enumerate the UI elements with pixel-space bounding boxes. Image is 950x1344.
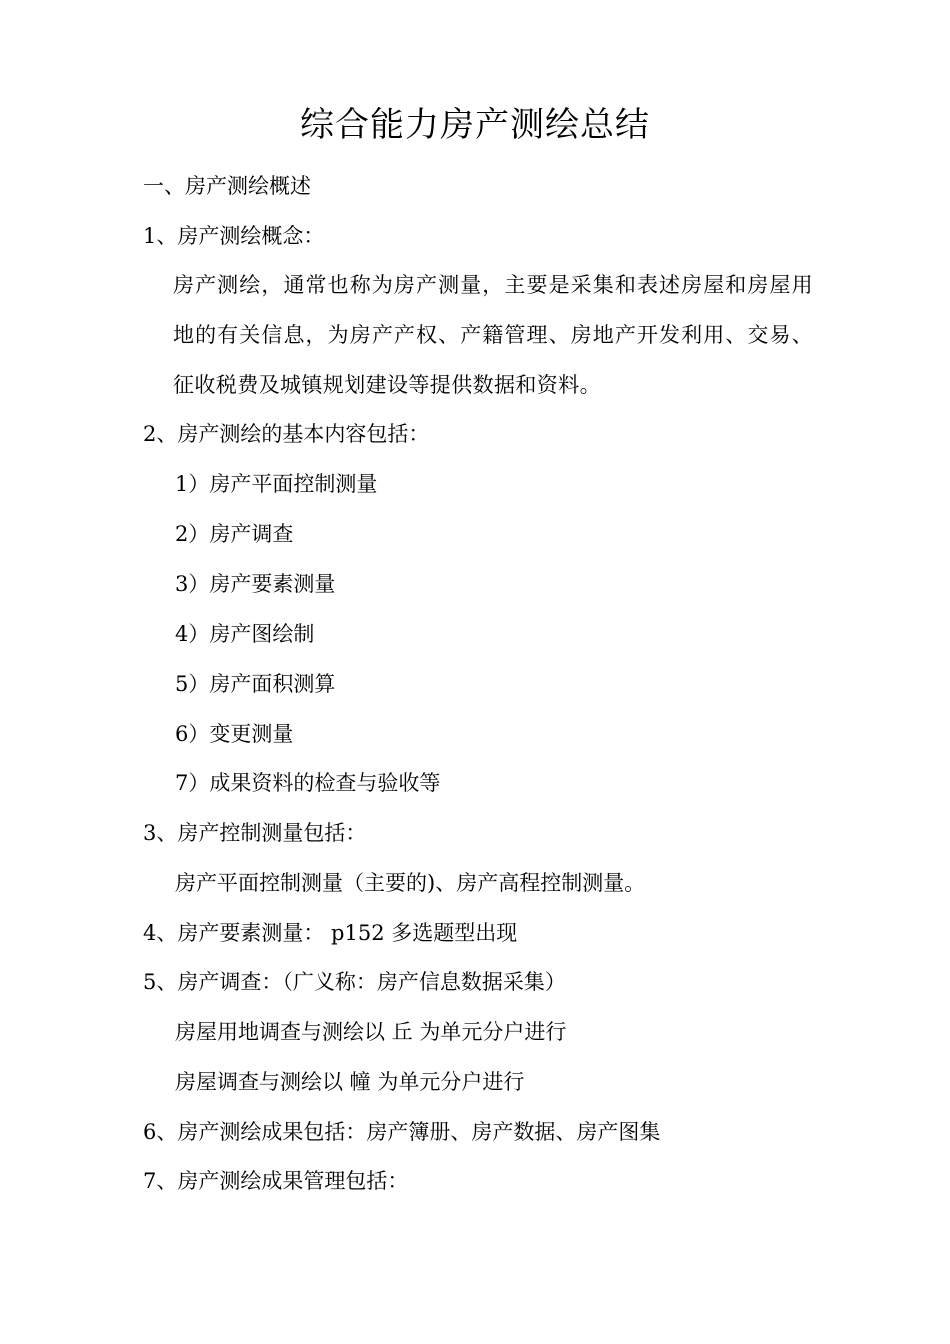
- item-5-content-1: 房屋用地调查与测绘以 丘 为单元分户进行: [175, 1020, 567, 1044]
- list-item: 3）房产要素测量: [175, 572, 336, 596]
- list-item: 2）房产调查: [175, 522, 294, 546]
- list-item: 6）变更测量: [175, 722, 294, 746]
- item-4-heading: 4、房产要素测量： p152 多选题型出现: [143, 921, 518, 945]
- item-5-content-2: 房屋调查与测绘以 幢 为单元分户进行: [175, 1070, 525, 1094]
- list-item: 7）成果资料的检查与验收等: [175, 771, 441, 795]
- item-3-content: 房产平面控制测量（主要的)、房产高程控制测量。: [175, 871, 646, 895]
- list-item: 4）房产图绘制: [175, 622, 315, 646]
- list-item: 5）房产面积测算: [175, 672, 336, 696]
- item-2-heading: 2、房产测绘的基本内容包括：: [143, 422, 430, 446]
- list-item: 1）房产平面控制测量: [175, 472, 378, 496]
- item-5-heading: 5、房产调查：（广义称：房产信息数据采集）: [143, 970, 566, 994]
- heading-overview: 一、房产测绘概述: [143, 174, 311, 198]
- item-6-heading: 6、房产测绘成果包括：房产簿册、房产数据、房产图集: [143, 1120, 661, 1144]
- definition-paragraph: 房产测绘，通常也称为房产测量，主要是采集和表述房屋和房屋用地的有关信息，为房产产权、产籍管理、房地产开发利用、交易、征收税费及城镇规划建设等提供数据和资料。: [173, 273, 813, 397]
- item-7-heading: 7、房产测绘成果管理包括：: [143, 1169, 409, 1193]
- document-title: 综合能力房产测绘总结: [300, 105, 650, 145]
- item-3-heading: 3、房产控制测量包括：: [143, 821, 367, 845]
- item-1-heading: 1、房产测绘概念：: [143, 224, 325, 248]
